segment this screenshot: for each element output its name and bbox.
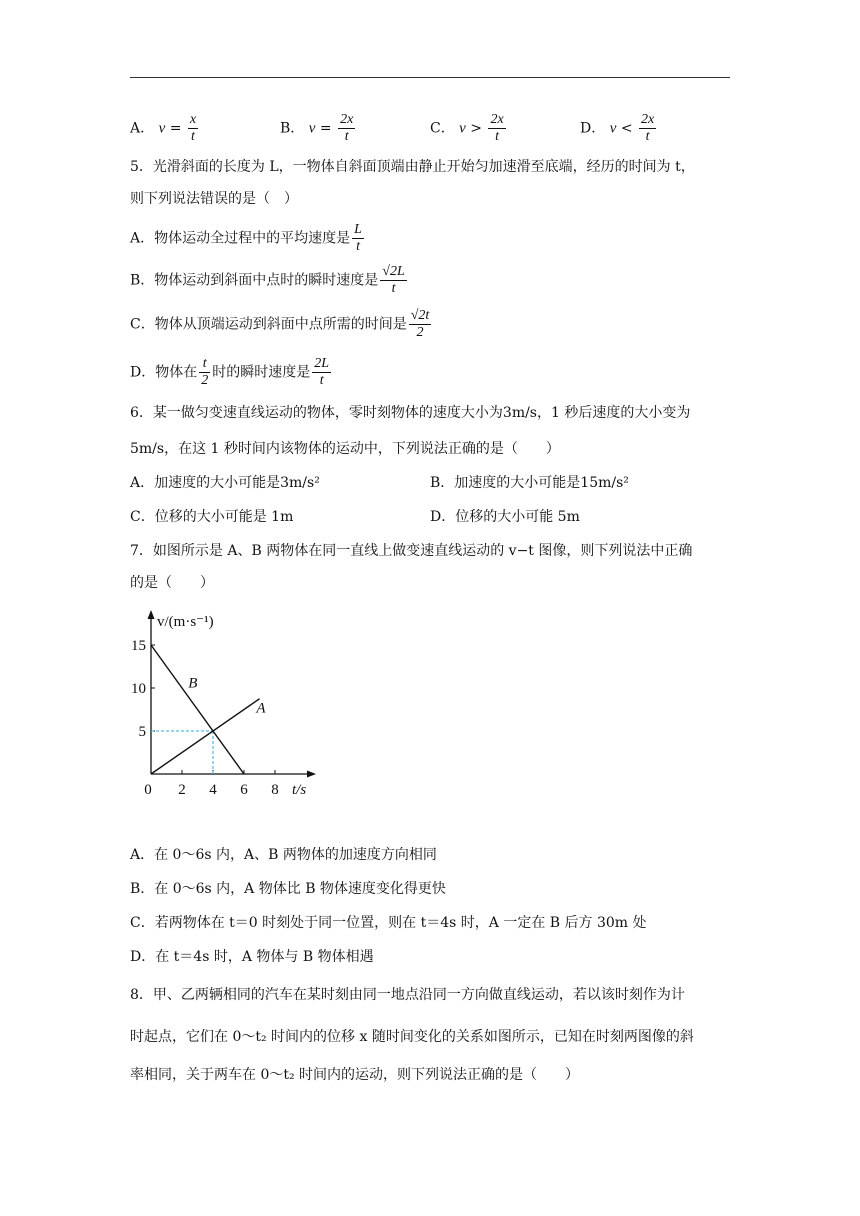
series-line-b <box>151 645 244 774</box>
q5-option-d[interactable]: D．物体在 $\frac{t}{2}$ 时的瞬时速度是 $\frac{2L}{t}$ <box>130 356 330 388</box>
y-tick-label: 15 <box>131 638 146 654</box>
q7-stem-line1: 7．如图所示是 A、B 两物体在同一直线上做变速直线运动的 v−t 图像，则下列说法中正确 <box>130 543 693 559</box>
series-label-b: B <box>188 675 198 692</box>
q4-option-d[interactable]: D． v < $\frac{2x}{t}$ <box>580 112 655 144</box>
q4-option-b[interactable]: B． v = $\frac{2x}{t}$ <box>280 112 354 144</box>
q5-option-c[interactable]: C．物体从顶端运动到斜面中点所需的时间是 $\frac{√2t}{2}$ <box>130 308 430 340</box>
y-axis-arrow <box>148 610 155 619</box>
series-label-a: A <box>256 700 266 717</box>
q4-option-c[interactable]: C． v > $\frac{2x}{t}$ <box>430 112 504 144</box>
x-axis-label: t/s <box>292 782 307 798</box>
q7-option-c[interactable]: C．若两物体在 t＝0 时刻处于同一位置，则在 t＝4s 时，A 一定在 B 后方 30m 处 <box>130 915 647 931</box>
x-tick-label: 2 <box>178 782 186 798</box>
y-tick-label: 10 <box>131 681 146 697</box>
q5-option-a[interactable]: A．物体运动全过程中的平均速度是 $\frac{L}{t}$ <box>130 222 362 254</box>
q8-line2: 时起点，它们在 0～t₂ 时间内的位移 x 随时间变化的关系如图所示，已知在时刻两图像的斜 <box>130 1029 694 1045</box>
q5-stem-line2: 则下列说法错误的是（ ） <box>130 191 298 207</box>
q7-option-a[interactable]: A．在 0～6s 内，A、B 两物体的加速度方向相同 <box>130 847 437 863</box>
q6-option-a[interactable]: A．加速度的大小可能是3m/s² <box>130 475 320 491</box>
header-rule <box>130 77 730 78</box>
y-tick-label: 5 <box>138 724 146 740</box>
q7-option-b[interactable]: B．在 0～6s 内，A 物体比 B 物体速度变化得更快 <box>130 881 446 897</box>
q4-option-a[interactable]: A． v = $\frac{x}{t}$ <box>130 112 197 144</box>
q6-option-b[interactable]: B．加速度的大小可能是15m/s² <box>430 475 629 491</box>
q7-option-d[interactable]: D．在 t＝4s 时，A 物体与 B 物体相遇 <box>130 949 374 965</box>
q6-stem-line1: 6．某一做匀变速直线运动的物体，零时刻物体的速度大小为3m/s，1 秒后速度的大小变为 <box>130 405 691 421</box>
q6-stem-line2: 5m/s，在这 1 秒时间内该物体的运动中，下列说法正确的是（ ） <box>130 441 560 457</box>
x-tick-label: 6 <box>240 782 248 798</box>
x-tick-label: 8 <box>271 782 279 798</box>
q6-option-d[interactable]: D．位移的大小可能 5m <box>430 509 580 525</box>
q5-stem-line1: 5．光滑斜面的长度为 L，一物体自斜面顶端由静止开始匀加速滑至底端，经历的时间为 t， <box>130 159 695 175</box>
q5-option-b[interactable]: B．物体运动到斜面中点时的瞬时速度是 $\frac{√2L}{t}$ <box>130 264 405 296</box>
q8-line1: 8．甲、乙两辆相同的汽车在某时刻由同一地点沿同一方向做直线运动，若以该时刻作为计 <box>130 987 685 1003</box>
y-axis-label: v/(m·s⁻¹) <box>157 614 214 630</box>
x-tick-label: 0 <box>144 782 152 798</box>
q8-line3: 率相同，关于两车在 0～t₂ 时间内的运动，则下列说法正确的是（ ） <box>130 1067 580 1083</box>
q7-stem-line2: 的是（ ） <box>130 575 214 591</box>
vt-graph <box>125 604 325 800</box>
series-line-a <box>151 699 260 774</box>
x-axis-arrow <box>307 771 316 778</box>
x-tick-label: 4 <box>209 782 217 798</box>
q6-option-c[interactable]: C．位移的大小可能是 1m <box>130 509 294 525</box>
